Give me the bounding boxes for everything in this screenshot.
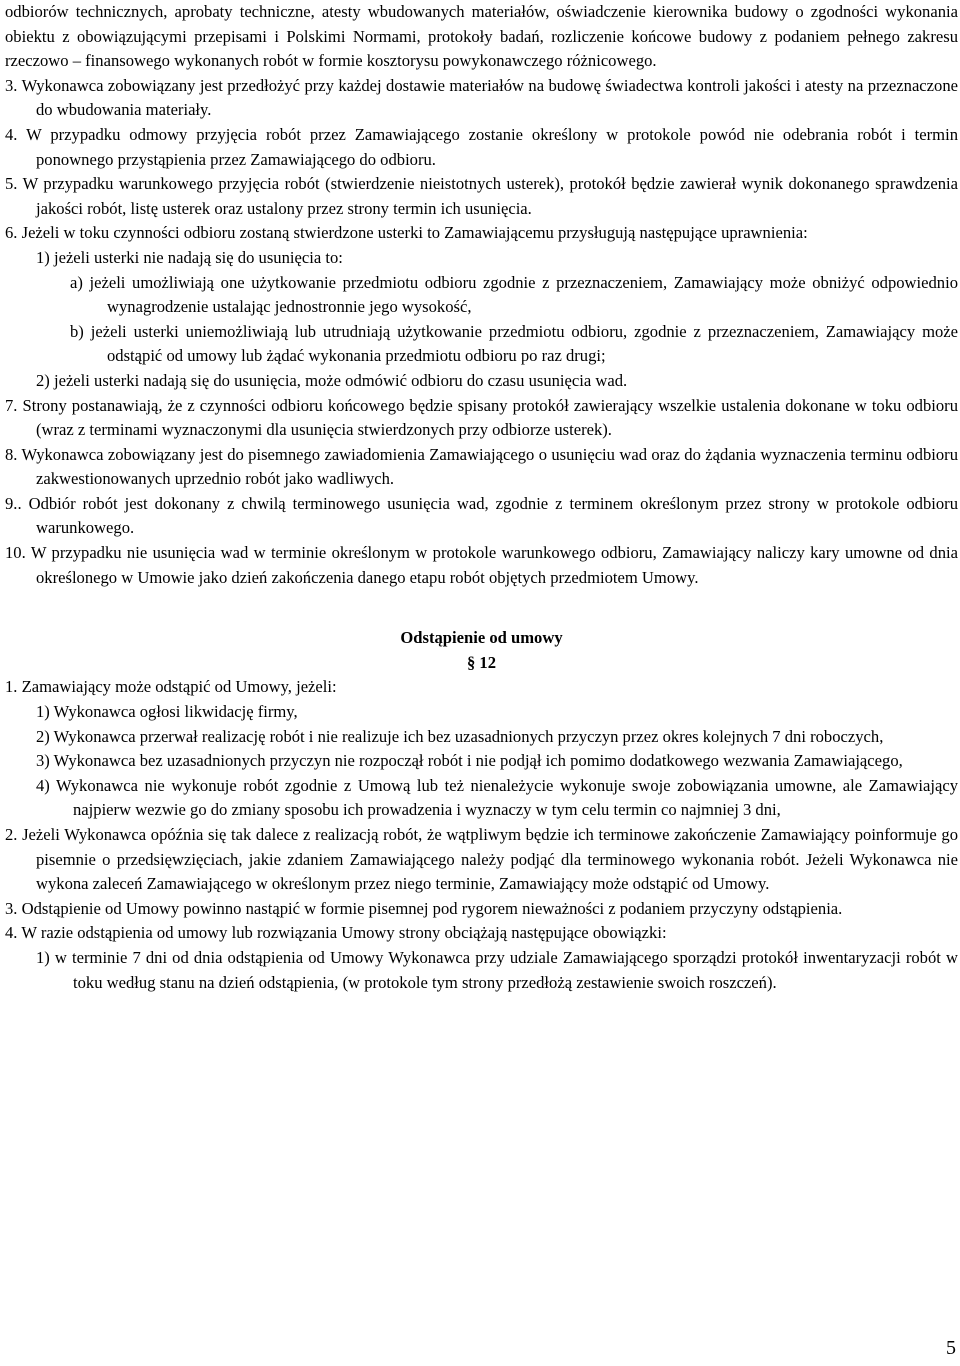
list-item-9 bbox=[5, 492, 958, 541]
section-title: Odstąpienie od umowy bbox=[400, 628, 563, 648]
list-item-4 bbox=[5, 123, 958, 172]
sub-item-text: 1) jeżeli usterki nie nadają się do usunięcia to: bbox=[36, 247, 343, 267]
list-item-5 bbox=[5, 172, 958, 221]
list-item-number: 4. bbox=[5, 923, 18, 943]
paragraph-continuation bbox=[5, 0, 958, 74]
section-number: § 12 bbox=[466, 652, 497, 672]
list-item-text: Wykonawca zobowiązany jest do pisemnego zawiadomienia Zamawiającego o usunięciu wad oraz do żądania wyznaczenia terminu odbioru zakwestionowanych uprzednio robót jako wadliwych. bbox=[21, 444, 959, 489]
list-item-number: 3. bbox=[5, 898, 18, 918]
list-item-number: 10. bbox=[5, 543, 26, 563]
page-number: 5 bbox=[946, 1337, 956, 1359]
s12-list-item-4 bbox=[5, 921, 958, 946]
s12-list-item-2 bbox=[5, 823, 958, 897]
s12-list-item-1 bbox=[5, 675, 958, 700]
sub-item-text: b) jeżeli usterki uniemożliwiają lub utrudniają użytkowanie przedmiotu odbioru, zgodnie z przeznaczeniem, Zamawiający może odstąpić od umowy lub żądać wykonania przedmiotu odbioru po raz drugi; bbox=[70, 321, 958, 366]
list-item-text: W razie odstąpienia od umowy lub rozwiązania Umowy strony obciążają następujące obowiązki: bbox=[21, 923, 667, 943]
list-item-number: 9.. bbox=[5, 493, 22, 513]
s12-sub-item-4 bbox=[5, 774, 958, 823]
sub-item-6-1-a bbox=[5, 271, 958, 320]
list-item-8 bbox=[5, 443, 958, 492]
list-item-3 bbox=[5, 74, 958, 123]
list-item-7 bbox=[5, 394, 958, 443]
list-item-text: Jeżeli Wykonawca opóźnia się tak dalece z realizacją robót, że wątpliwym będzie ich terminowe zakończenie Zamawiający poinformuje go pisemnie o przedsięwzięciach, jakie zdaniem Zamawiającego należy podjąć dla terminowego wykonania robót. Jeżeli Wykonawca nie wykona zaleceń Zamawiającego w określonym przez niego terminie, Zamawiający może odstąpić od Umowy. bbox=[22, 825, 958, 894]
sub-item-text: 3) Wykonawca bez uzasadnionych przyczyn nie rozpoczął robót i nie podjął ich pomimo dodatkowego wezwania Zamawiającego, bbox=[36, 751, 903, 771]
list-item-number: 7. bbox=[5, 395, 18, 415]
list-item-text: W przypadku warunkowego przyjęcia robót (stwierdzenie nieistotnych usterek), protokół będzie zawierał wynik dokonanego sprawdzenia jakości robót, listę usterek oraz ustalony przez strony termin ich usunięcia. bbox=[22, 174, 958, 218]
list-item-number: 5. bbox=[5, 174, 18, 194]
sub-item-text: 1) w terminie 7 dni od dnia odstąpienia od Umowy Wykonawca przy udziale Zamawiającego sporządzi protokół inwentaryzacji robót w toku według stanu na dzień odstąpienia, (w protokole tym strony przedłożą zestawienie swoich roszczeń). bbox=[36, 947, 958, 992]
list-item-number: 8. bbox=[5, 444, 18, 464]
list-item-text: W przypadku odmowy przyjęcia robót przez Zamawiającego zostanie określony w protokole powód nie odebrania robót i termin ponownego przystąpienia przez Zamawiającego do odbioru. bbox=[26, 124, 958, 169]
list-item-number: 6. bbox=[5, 223, 18, 243]
list-item-text: Wykonawca zobowiązany jest przedłożyć przy każdej dostawie materiałów na budowę świadectwa kontroli jakości i atesty na przeznaczone do wbudowania materiały. bbox=[21, 75, 958, 120]
list-item-text: Strony postanawiają, że z czynności odbioru końcowego będzie spisany protokół zawierający wszelkie ustalenia dokonane w toku odbioru (wraz z terminami wyznaczonymi dla usunięcia stwierdzonych przy odbiorze usterek). bbox=[22, 395, 958, 440]
sub-item-6-1-b bbox=[5, 320, 958, 369]
list-item-text: Jeżeli w toku czynności odbioru zostaną stwierdzone usterki to Zamawiającemu przysługują następujące uprawnienia: bbox=[21, 223, 808, 243]
s12-sub-item-1 bbox=[5, 700, 958, 725]
list-item-number: 1. bbox=[5, 677, 18, 697]
list-item-text: Odstąpienie od Umowy powinno nastąpić w formie pisemnej pod rygorem nieważności z podaniem przyczyny odstąpienia. bbox=[21, 898, 843, 918]
sub-item-text: a) jeżeli umożliwiają one użytkowanie przedmiotu odbioru zgodnie z przeznaczeniem, Zamawiający może obniżyć odpowiednio wynagrodzenie ustalając jednostronnie jego wysokość, bbox=[70, 272, 958, 317]
s12-sub-item-3 bbox=[5, 749, 958, 774]
list-item-text: Odbiór robót jest dokonany z chwilą terminowego usunięcia wad, zgodnie z terminem określonym przez strony w protokole odbioru warunkowego. bbox=[28, 493, 958, 538]
sub-item-6-2 bbox=[5, 369, 958, 394]
list-item-number: 2. bbox=[5, 825, 18, 844]
list-item-number: 4. bbox=[5, 124, 18, 144]
s12-list-item-3 bbox=[5, 897, 958, 922]
list-item-text: W przypadku nie usunięcia wad w terminie określonym w protokole warunkowego odbioru, Zamawiający naliczy kary umowne od dnia określonego w Umowie jako dzień zakończenia danego etapu robót objętych przedmiotem Umowy. bbox=[30, 543, 958, 587]
sub-item-text: 2) jeżeli usterki nadają się do usunięcia, może odmówić odbioru do czasu usunięcia wad. bbox=[36, 370, 628, 390]
list-item-10 bbox=[5, 541, 958, 590]
list-item-6 bbox=[5, 221, 958, 246]
list-item-number: 3. bbox=[5, 75, 18, 95]
s12-item4-sub-item-1 bbox=[5, 946, 958, 995]
s12-sub-item-2 bbox=[5, 725, 958, 750]
document-body bbox=[5, 0, 958, 995]
paragraph-text: odbiorów technicznych, aprobaty techniczne, atesty wbudowanych materiałów, oświadczenie kierownika budowy o zgodności wykonania obiektu z obowiązującymi przepisami i Polskimi Normami, protokoły badań, rozliczenie końcowe budowy z podaniem pełnego zakresu rzeczowo – finansowego wykonanych robót w formie kosztorysu powykonawczego różnicowego. bbox=[5, 2, 958, 71]
sub-item-6-1 bbox=[5, 246, 958, 271]
sub-item-text: 2) Wykonawca przerwał realizację robót i nie realizuje ich bez uzasadnionych przyczyn przez okres kolejnych 7 dni roboczych, bbox=[36, 726, 884, 746]
list-item-text: Zamawiający może odstąpić od Umowy, jeżeli: bbox=[21, 677, 337, 697]
sub-item-text: 1) Wykonawca ogłosi likwidację firmy, bbox=[36, 702, 298, 722]
sub-item-text: 4) Wykonawca nie wykonuje robót zgodnie z Umową lub też nienależycie wykonuje swoje zobowiązania umowne, ale Zamawiający najpierw wezwie go do zmiany sposobu ich prowadzenia i wyznaczy w tym celu termin co najmniej 3 dni, bbox=[36, 775, 958, 820]
